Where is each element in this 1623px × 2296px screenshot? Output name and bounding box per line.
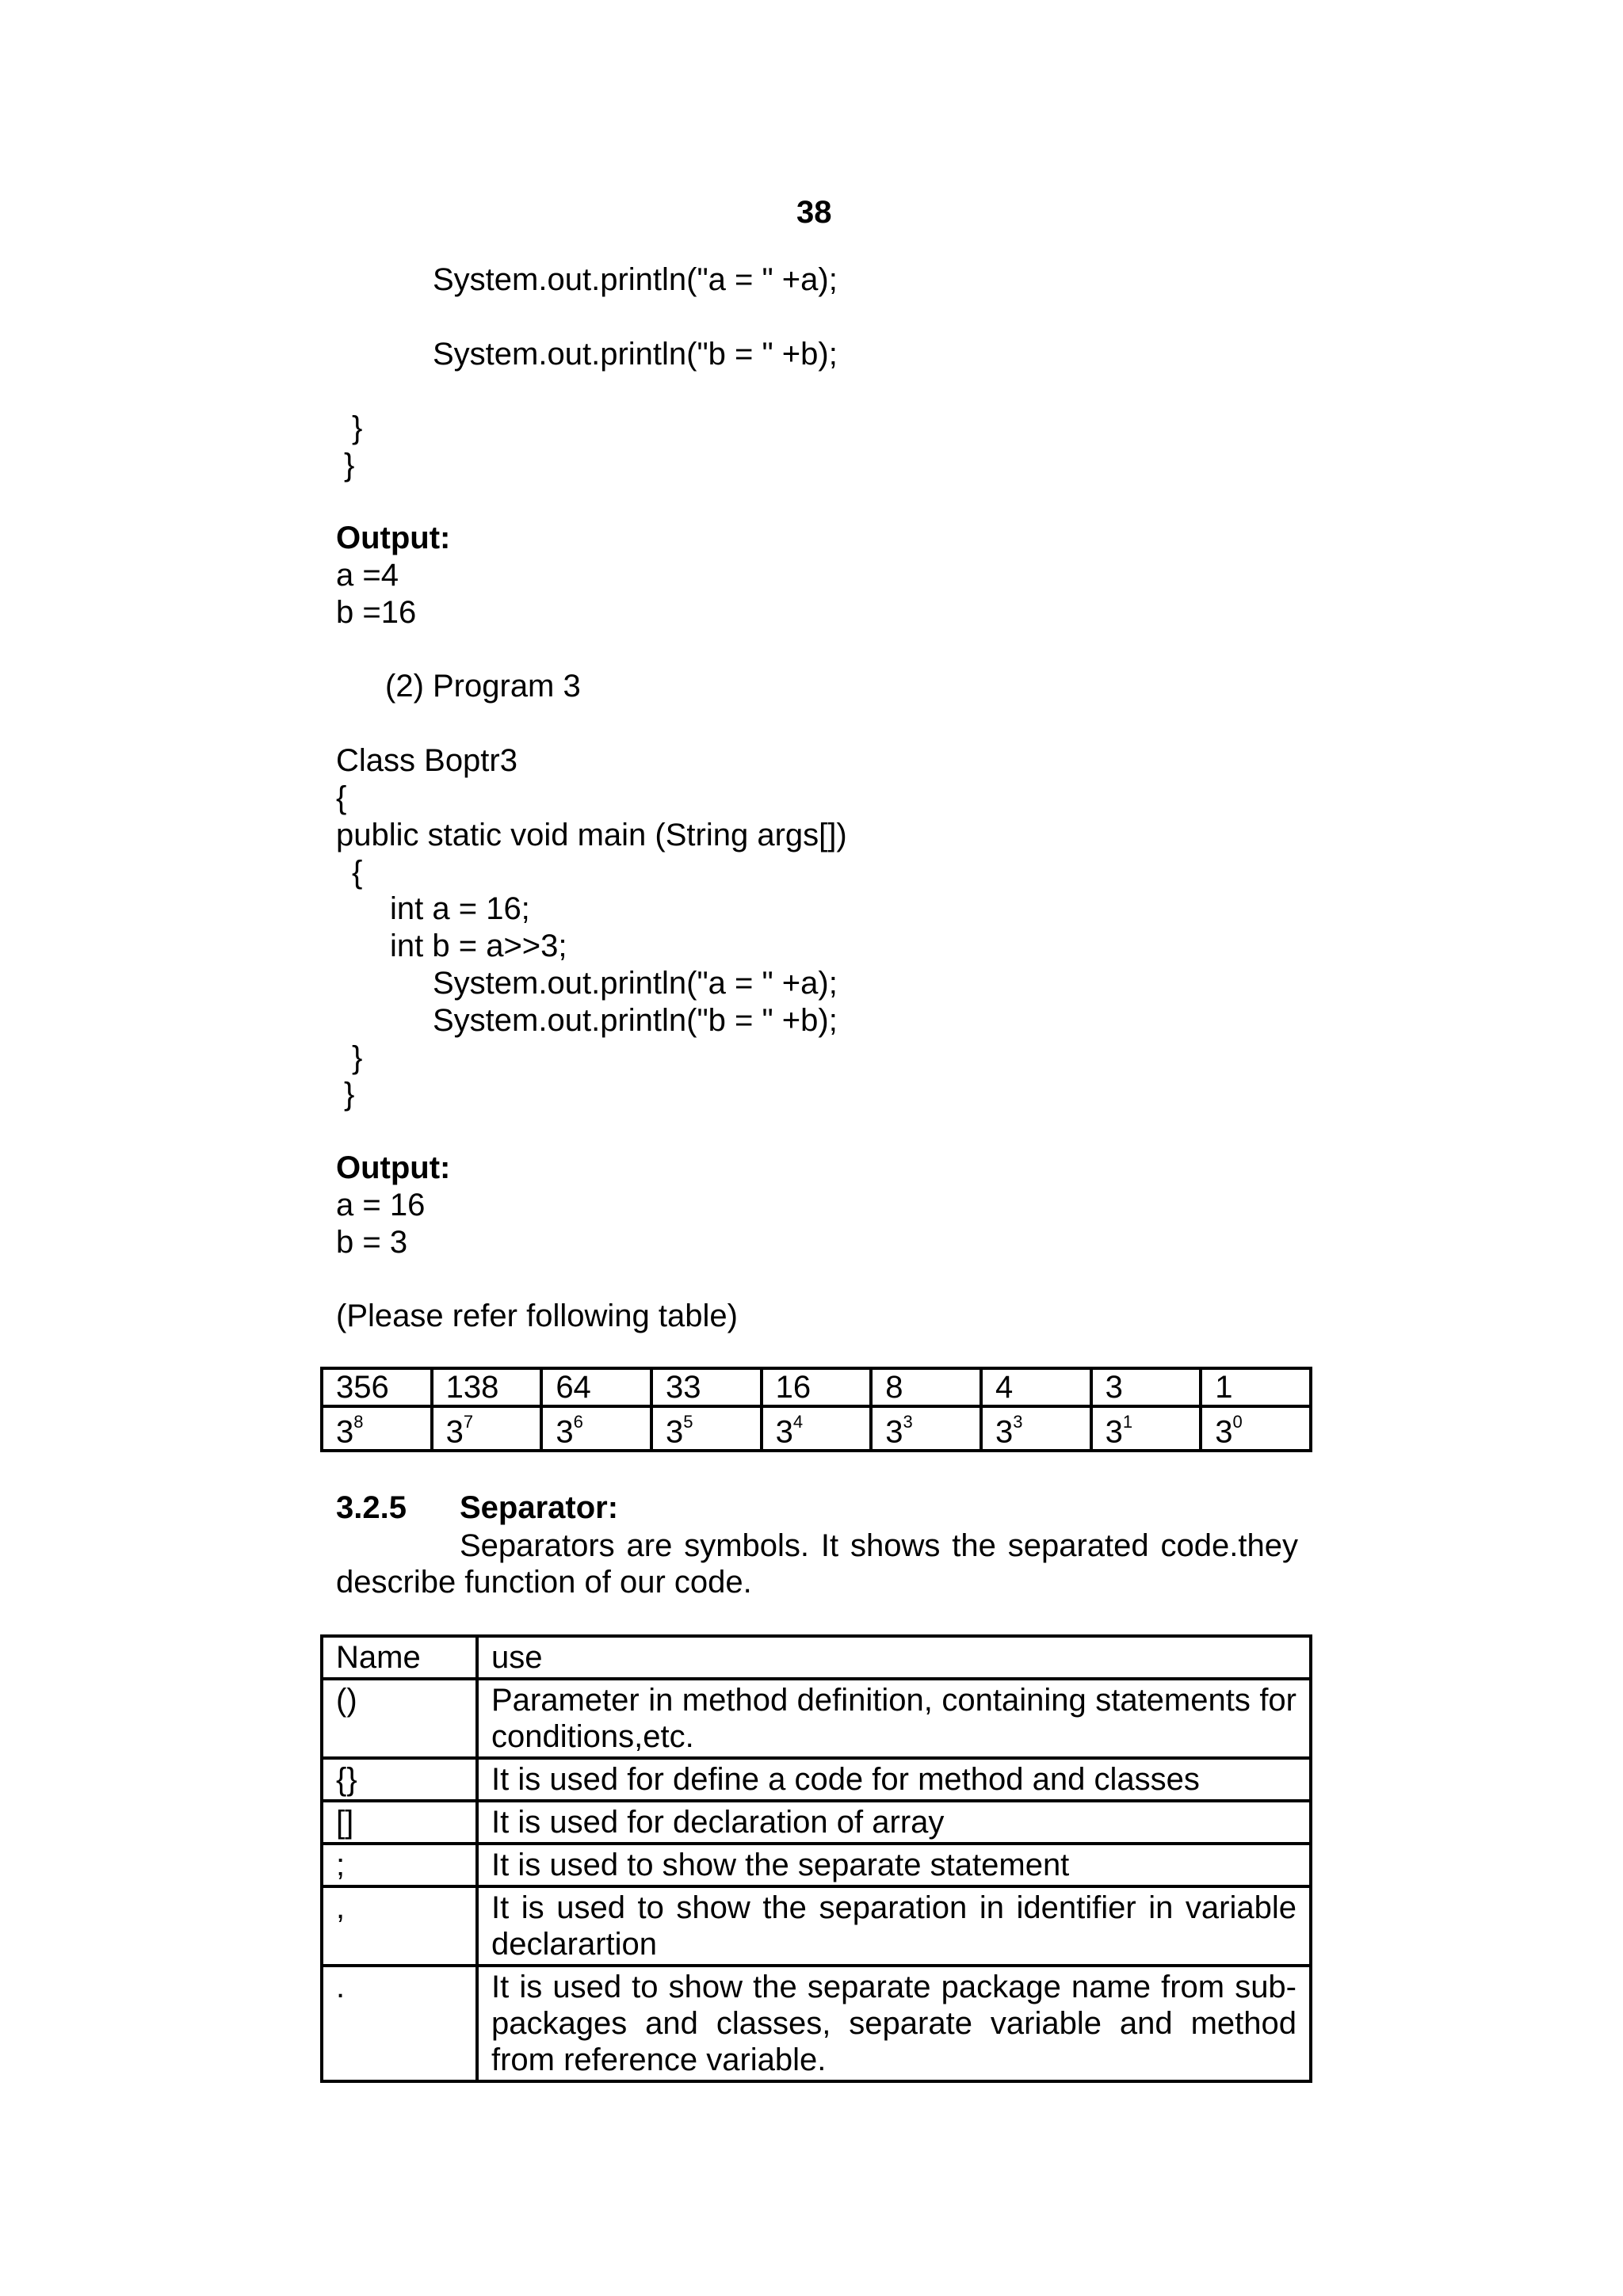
column-header: Name [322, 1636, 477, 1679]
power-exponent: 5 [683, 1412, 693, 1432]
code-line: } [344, 448, 355, 482]
table-row [322, 1886, 1311, 1966]
code-line: System.out.println("a = " +a); [433, 262, 838, 297]
table-row [322, 1758, 1311, 1801]
separator-name: [] [322, 1801, 477, 1844]
code-line: System.out.println("a = " +a); [433, 966, 838, 1001]
powers-exponents-row [322, 1406, 1311, 1451]
code-line: { [336, 780, 347, 815]
power-exponent: 6 [573, 1412, 583, 1432]
code-line: int b = a>>3; [390, 929, 567, 963]
table-cell: 3 [1091, 1368, 1201, 1406]
table-cell: 64 [541, 1368, 651, 1406]
power-exponent: 3 [1013, 1412, 1023, 1432]
separator-table [320, 1634, 1312, 2083]
output-line: a = 16 [336, 1188, 426, 1222]
powers-values-row [322, 1368, 1311, 1406]
page-number: 38 [796, 195, 832, 230]
separator-use: It is used for declaration of array [477, 1801, 1311, 1844]
column-header: use [477, 1636, 1311, 1679]
table-header-row [322, 1636, 1311, 1679]
separator-use: It is used to show the separation in identifier in variable declarartion [477, 1886, 1311, 1966]
table-row [322, 1966, 1311, 2081]
power-base: 3 [1105, 1414, 1123, 1450]
program-label: (2) Program 3 [385, 669, 581, 704]
table-row [322, 1679, 1311, 1758]
table-cell [762, 1406, 872, 1451]
code-line: } [352, 410, 363, 445]
code-line: int a = 16; [390, 891, 530, 926]
code-line: { [352, 855, 363, 890]
table-cell [541, 1406, 651, 1451]
output-heading: Output: [336, 1150, 451, 1185]
section-title: Separator: [460, 1490, 619, 1525]
code-line: System.out.println("b = " +b); [433, 1003, 838, 1038]
code-line: System.out.println("b = " +b); [433, 337, 838, 372]
table-row [322, 1844, 1311, 1886]
power-base: 3 [885, 1414, 903, 1450]
table-cell [651, 1406, 762, 1451]
table-cell: 33 [651, 1368, 762, 1406]
output-line: a =4 [336, 558, 399, 593]
separator-name: . [322, 1966, 477, 2081]
table-cell: 4 [981, 1368, 1091, 1406]
power-base: 3 [665, 1414, 684, 1450]
output-line: b =16 [336, 595, 417, 630]
output-heading: Output: [336, 521, 451, 555]
power-base: 3 [336, 1414, 354, 1450]
table-cell [1201, 1406, 1311, 1451]
code-line: } [344, 1077, 355, 1112]
table-cell [432, 1406, 542, 1451]
code-line: Class Boptr3 [336, 743, 517, 778]
power-base: 3 [775, 1414, 793, 1450]
table-cell [871, 1406, 981, 1451]
power-exponent: 4 [792, 1412, 804, 1432]
power-exponent: 1 [1122, 1412, 1133, 1432]
power-base: 3 [556, 1414, 574, 1450]
separator-use: Parameter in method definition, containing statements for conditions,etc. [477, 1679, 1311, 1758]
output-line: b = 3 [336, 1225, 408, 1260]
separator-name: , [322, 1886, 477, 1966]
code-line: public static void main (String args[]) [336, 818, 847, 852]
section-paragraph: Separators are symbols. It shows the separated code.they describe function of our code. [336, 1528, 1298, 1600]
table-cell: 356 [322, 1368, 432, 1406]
power-base: 3 [445, 1414, 464, 1450]
power-exponent: 3 [903, 1412, 913, 1432]
separator-name: () [322, 1679, 477, 1758]
table-cell [322, 1406, 432, 1451]
powers-table [320, 1367, 1312, 1452]
table-cell: 16 [762, 1368, 872, 1406]
power-base: 3 [995, 1414, 1014, 1450]
separator-use: It is used to show the separate package name from sub-packages and classes, separate variable and method from reference variable. [477, 1966, 1311, 2081]
separator-use: It is used to show the separate statement [477, 1844, 1311, 1886]
table-cell [981, 1406, 1091, 1451]
table-row [322, 1801, 1311, 1844]
separator-name: ; [322, 1844, 477, 1886]
table-cell: 138 [432, 1368, 542, 1406]
power-exponent: 8 [353, 1412, 364, 1432]
power-base: 3 [1215, 1414, 1233, 1450]
refer-text: (Please refer following table) [336, 1299, 738, 1333]
separator-name: {} [322, 1758, 477, 1801]
power-exponent: 7 [463, 1412, 474, 1432]
power-exponent: 0 [1232, 1412, 1243, 1432]
table-cell: 8 [871, 1368, 981, 1406]
section-number: 3.2.5 [336, 1490, 407, 1525]
separator-use: It is used for define a code for method and classes [477, 1758, 1311, 1801]
table-cell [1091, 1406, 1201, 1451]
table-cell: 1 [1201, 1368, 1311, 1406]
code-line: } [352, 1040, 363, 1075]
